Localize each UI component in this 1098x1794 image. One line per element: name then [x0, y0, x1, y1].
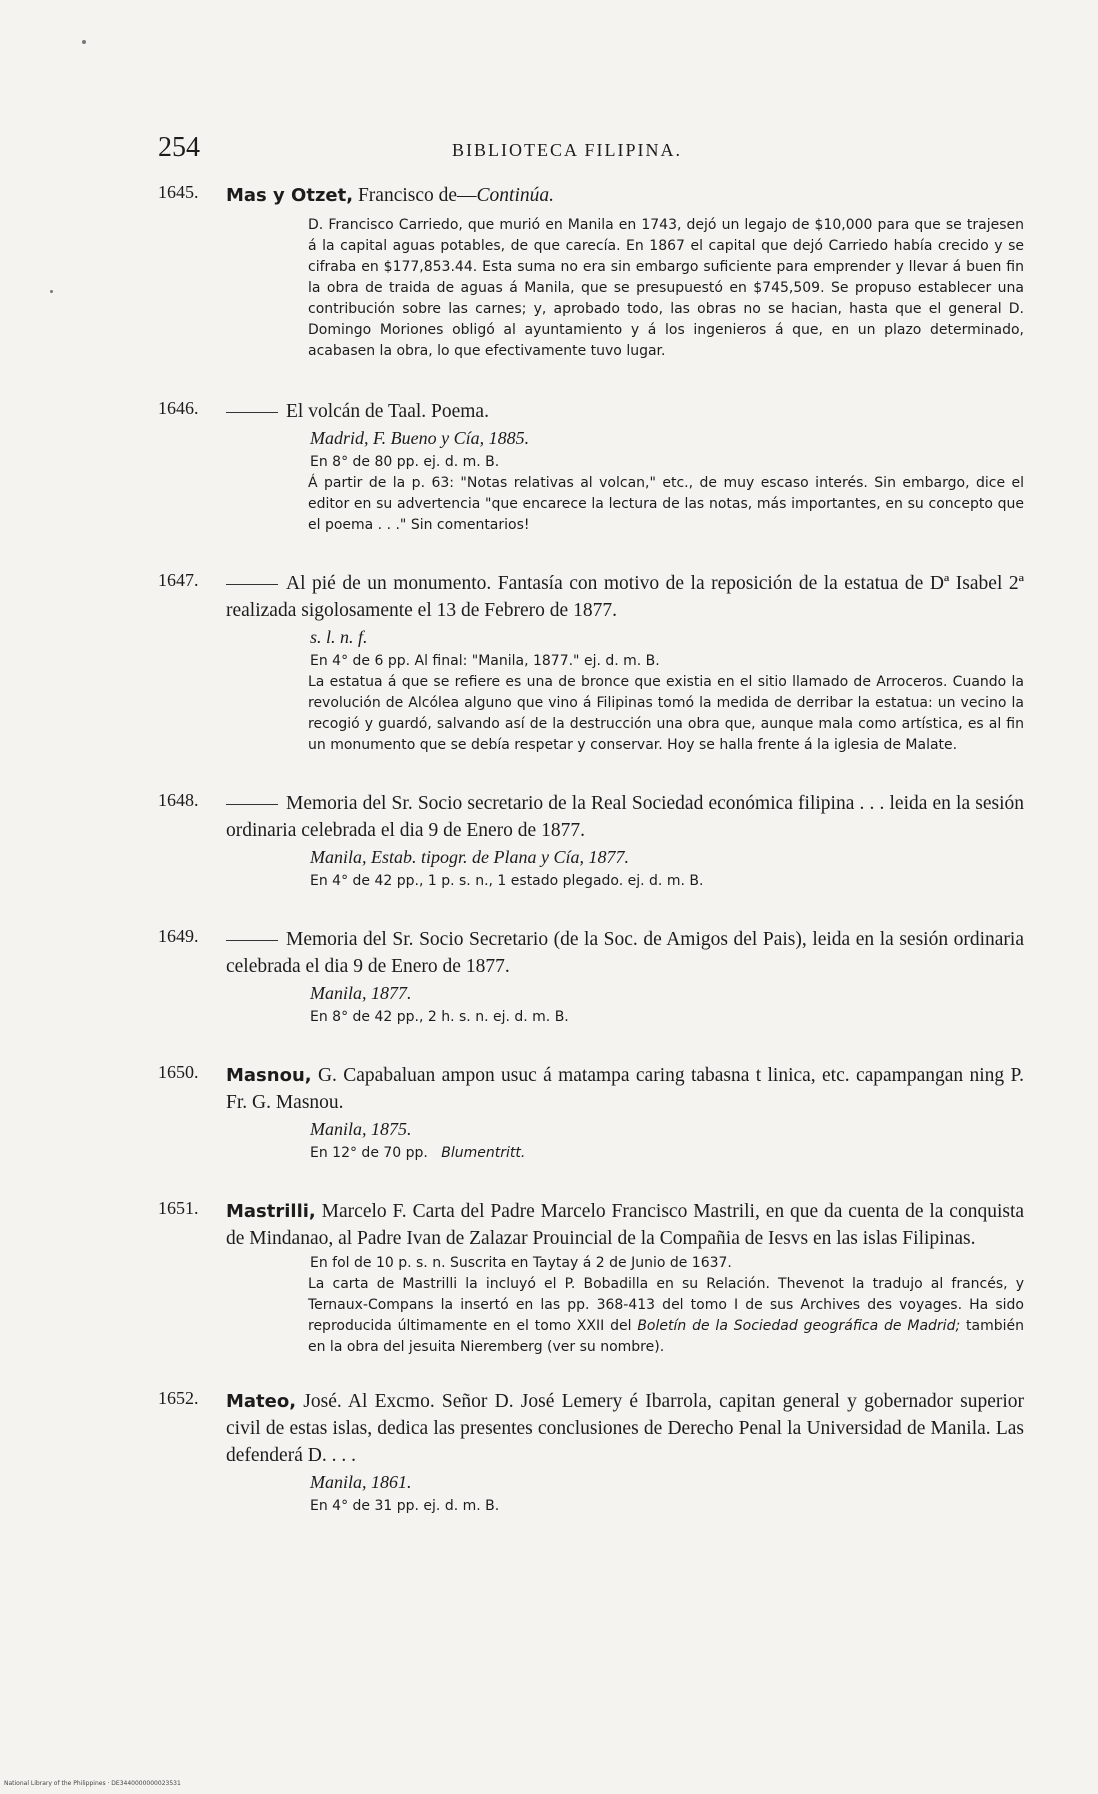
- ditto-dash: [226, 804, 278, 805]
- entry-author: Masnou,: [226, 1065, 312, 1086]
- source-name: Blumentritt.: [441, 1145, 526, 1161]
- entry-physical-description: En 4° de 31 pp. ej. d. m. B.: [310, 1498, 500, 1514]
- entry-1648: [158, 790, 1024, 892]
- entry-title: Al Excmo. Señor D. José Lemery é Ibarrola, capitan general y gobernador superior civil de estas islas, dedica las presentes conclusiones de Derecho Penal la Universidad de Manila. Las defenderá D. . . .: [226, 1391, 1025, 1466]
- ditto-dash: [226, 584, 278, 585]
- entry-number: 1651.: [158, 1198, 199, 1218]
- entry-heading: [226, 182, 1024, 209]
- entry-1647: [158, 570, 1024, 756]
- entry-1646: [158, 398, 1024, 536]
- entry-1652: [158, 1388, 1024, 1517]
- running-head: BIBLIOTECA FILIPINA.: [452, 140, 682, 160]
- entry-title: Capabaluan ampon usuc á matampa caring tabasna t linica, etc. capampangan ning P. Fr. G. Masnou.: [226, 1065, 1025, 1113]
- entry-physical-description: En 4° de 42 pp., 1 p. s. n., 1 estado plegado. ej. d. m. B.: [310, 873, 704, 889]
- entry-title-line: [226, 1062, 1024, 1116]
- entry-title: Memoria del Sr. Socio secretario de la Real Sociedad económica filipina . . . leida en la sesión ordinaria celebrada el dia 9 de Enero de 1877.: [226, 793, 1024, 841]
- entry-title-line: [226, 1198, 1024, 1252]
- paper-speck: [50, 290, 53, 293]
- entry-physical-description: En 8° de 42 pp., 2 h. s. n. ej. d. m. B.: [310, 1009, 569, 1025]
- note-text: La carta de Mastrilli la incluyó el P. Bobadilla en su Relación. Thevenot la tradujo al francés, y Ternaux-Compans la insertó en las pp. 368-413 del tomo I de sus Archives des voyages. Ha sido reproducida últimamente en el tomo XXII del: [308, 1276, 1024, 1334]
- page-header: [158, 132, 1028, 172]
- phys-text: En 12° de 70 pp.: [310, 1145, 428, 1161]
- entry-imprint: s. l. n. f.: [310, 627, 368, 647]
- entry-author-given: Marcelo F.: [321, 1201, 407, 1222]
- entry-number: 1649.: [158, 926, 199, 946]
- entry-number: 1645.: [158, 182, 199, 202]
- bibliography-list: [158, 182, 1024, 1541]
- entry-title: Al pié de un monumento. Fantasía con motivo de la reposición de la estatua de Dª Isabel 2ª realizada sigolosamente el 13 de Febrero de 1877.: [226, 573, 1024, 621]
- entry-title: Memoria del Sr. Socio Secretario (de la Soc. de Amigos del Pais), leida en la sesión ordinaria celebrada el dia 9 de Enero de 1877.: [226, 929, 1024, 977]
- entry-imprint: Manila, Estab. tipogr. de Plana y Cía, 1877.: [310, 847, 629, 867]
- entry-number: 1648.: [158, 790, 199, 810]
- entry-imprint: Manila, 1877.: [310, 983, 412, 1003]
- entry-physical-description: En 8° de 80 pp. ej. d. m. B.: [310, 454, 500, 470]
- entry-title-line: [226, 570, 1024, 624]
- entry-note: Á partir de la p. 63: "Notas relativas al volcan," etc., de muy escaso interés. Sin embargo, dice el editor en su advertencia "que encarece la lectura de las notas, más importantes, en su concepto que el poema . . ." Sin comentarios!: [308, 475, 1024, 533]
- entry-imprint: Manila, 1861.: [310, 1472, 412, 1492]
- entry-title: El volcán de Taal. Poema.: [286, 401, 489, 422]
- entry-note: La estatua á que se refiere es una de bronce que existia en el sitio llamado de Arroceros. Cuando la revolución de Alcólea alguno que vino á Filipinas tomó la medida de derribar la estatua: un vecino la recogió y guardó, salvando así de la destrucción una obra que, aunque mala como artística, es al fin un monumento que se debía respetar y conservar. Hoy se halla frente á la iglesia de Malate.: [308, 674, 1024, 753]
- entry-physical-description: [310, 1142, 1024, 1164]
- entry-imprint: Manila, 1875.: [310, 1119, 412, 1139]
- entry-physical-description: En 4° de 6 pp. Al final: "Manila, 1877." ej. d. m. B.: [310, 653, 660, 669]
- entry-1649: [158, 926, 1024, 1028]
- entry-title-line: [226, 790, 1024, 844]
- entry-note: [308, 1274, 1024, 1358]
- entry-1650: [158, 1062, 1024, 1164]
- entry-title-line: [226, 926, 1024, 980]
- entry-title: Carta del Padre Marcelo Francisco Mastrili, en que da cuenta de la conquista de Mindanao, al Padre Ivan de Zalazar Prouincial de la Compañia de Iesvs en las islas Filipinas.: [226, 1201, 1025, 1249]
- page-number: 254: [158, 132, 200, 163]
- entry-author: Mastrilli,: [226, 1201, 316, 1222]
- entry-number: 1650.: [158, 1062, 199, 1082]
- ditto-dash: [226, 940, 278, 941]
- entry-author-given: José.: [303, 1391, 342, 1412]
- entry-number: 1646.: [158, 398, 199, 418]
- continuation-label: Continúa.: [476, 185, 555, 206]
- note-text-end: también en la obra del jesuita Nieremberg (ver su nombre).: [308, 1318, 1024, 1355]
- ditto-dash: [226, 412, 278, 413]
- paper-speck: [82, 40, 86, 44]
- entry-author-given: G.: [317, 1065, 337, 1086]
- entry-imprint: Madrid, F. Bueno y Cía, 1885.: [310, 428, 530, 448]
- journal-title: Boletín de la Sociedad geográfica de Madrid;: [637, 1318, 961, 1334]
- entry-note: D. Francisco Carriedo, que murió en Manila en 1743, dejó un legajo de $10,000 para que se trajesen á la capital aguas potables, de que carecía. En 1867 el capital que dejó Carriedo había crecido y se cifraba en $177,853.44. Esta suma no era sin embargo suficiente para emprender y llevar á buen fin la obra de traida de aguas á Manila, que se presupuestó en $745,509. Se propuso establecer una contribución sobre las carnes; y, aprobado todo, las obras no se hacian, hasta que el general D. Domingo Moriones obligó al ayuntamiento y á los ingenieros á que, en un plazo determinado, acabasen la obra, lo que efectivamente tuvo lugar.: [308, 217, 1024, 359]
- entry-1651: [158, 1198, 1024, 1358]
- entry-author: Mateo,: [226, 1391, 297, 1412]
- entry-number: 1652.: [158, 1388, 199, 1408]
- scan-footer: National Library of the Philippines · DE3440000000023531: [4, 1780, 181, 1787]
- entry-author: Mas y Otzet,: [226, 185, 354, 206]
- entry-physical-description: En fol de 10 p. s. n. Suscrita en Taytay á 2 de Junio de 1637.: [310, 1255, 732, 1271]
- entry-title-line: [226, 398, 1024, 425]
- entry-author-given: Francisco de—: [357, 185, 477, 206]
- entry-1645: [158, 182, 1024, 362]
- entry-title-line: [226, 1388, 1024, 1469]
- entry-number: 1647.: [158, 570, 199, 590]
